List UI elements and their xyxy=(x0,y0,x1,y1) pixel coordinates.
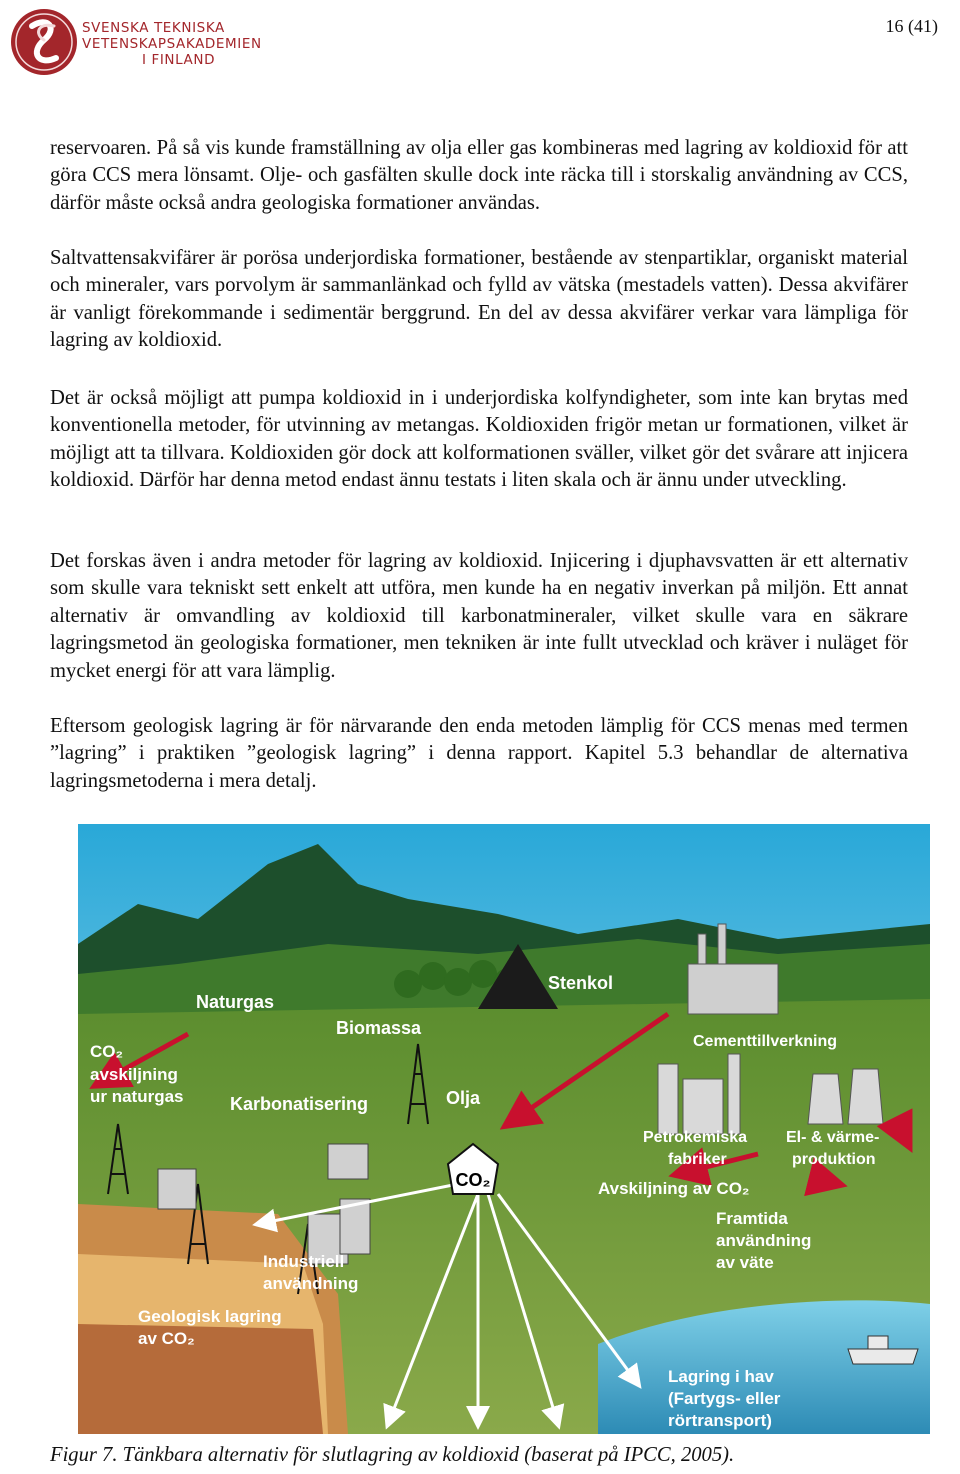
ccs-storage-diagram xyxy=(78,824,930,1434)
label-petro-2: fabriker xyxy=(668,1151,727,1168)
label-avskiljning: Avskiljning av CO₂ xyxy=(598,1179,750,1198)
label-hav-3: rörtransport) xyxy=(668,1411,772,1430)
label-biomassa: Biomassa xyxy=(336,1018,422,1038)
label-framtida-1: Framtida xyxy=(716,1209,788,1228)
org-line-3: I FINLAND xyxy=(142,52,216,68)
label-geologisk-1: Geologisk lagring xyxy=(138,1307,282,1326)
label-industriell-2: användning xyxy=(263,1274,359,1293)
paragraph-4: Det forskas även i andra metoder för lagring av koldioxid. Injicering i djuphavsvatten är ett alternativ som skulle vara tekniskt sett enkelt att utföra, men kunde ha en negativ inverkan på miljön. Ett annat alternativ är omvandling av koldioxid till karbonatmineraler, vilket skulle vara en säkrare lagringsmetod än geologiska formationer, men tekniken är inte fullt utvecklad och kräver i nuläget för mycket energi för att vara lämplig. xyxy=(50,550,908,682)
paragraph-5: Eftersom geologisk lagring är för närvarande den enda metoden lämplig för CCS menas med termen ”lagring” i praktiken ”geologisk lagring” i denna rapport. Kapitel 5.3 behandlar de alternativa lagringsmetoderna i mera detalj. xyxy=(50,715,908,792)
paragraph-2: Saltvattensakvifärer är porösa underjordiska formationer, bestående av stenpartiklar, organiskt material och mineraler, vars porvolym är sammanlänkad och fylld av vätska (mestadels vatten). Dessa akvifärer är vanligt förekommande i sedimentär berggrund. En del av dessa akvifärer verkar vara lämpliga för lagring av koldioxid. xyxy=(50,247,908,352)
org-name xyxy=(82,20,262,68)
label-framtida-2: användning xyxy=(716,1231,812,1250)
paragraph-3: Det är också möjligt att pumpa koldioxid in i underjordiska kolfyndigheter, som inte kan brytas med konventionella metoder, för utvinning av metangas. Koldioxiden frigör metan ur formationen, vilket är möjligt att ta tillvara. Koldioxiden gör dock att kolformationen sväller, vilket gör det svårare att injicera koldioxid. Därför har denna metod endast ännu testats i liten skala och är ännu under utveckling. xyxy=(50,387,908,492)
label-co2-sep-3: ur naturgas xyxy=(90,1087,184,1106)
label-el-1: El- & värme- xyxy=(786,1129,880,1146)
label-naturgas: Naturgas xyxy=(196,992,275,1012)
label-hav-1: Lagring i hav xyxy=(668,1367,774,1386)
label-cement: Cementtillverkning xyxy=(693,1033,838,1050)
label-stenkol: Stenkol xyxy=(548,973,614,993)
label-industriell-1: Industriell xyxy=(263,1252,345,1271)
figure-caption: Figur 7. Tänkbara alternativ för slutlagring av koldioxid (baserat på IPCC, 2005). xyxy=(50,1444,735,1466)
label-el-2: produktion xyxy=(792,1151,876,1168)
org-line-1: SVENSKA TEKNISKA xyxy=(82,20,225,36)
paragraph-1: reservoaren. På så vis kunde framställning av olja eller gas kombineras med lagring av koldioxid för att göra CCS mera lönsamt. Olje- och gasfälten skulle dock inte räcka till i storskalig användning av CCS, därför måste också andra geologiska formationer användas. xyxy=(50,137,908,214)
label-petro-1: Petrokemiska xyxy=(643,1129,748,1146)
label-co2-sep-2: avskiljning xyxy=(90,1065,178,1084)
label-geologisk-2: av CO₂ xyxy=(138,1329,195,1348)
label-karbonatisering: Karbonatisering xyxy=(230,1094,369,1114)
label-framtida-3: av väte xyxy=(716,1253,774,1272)
label-co2-sep-1: CO₂ xyxy=(90,1042,124,1061)
label-olja: Olja xyxy=(446,1088,481,1108)
page-number: 16 (41) xyxy=(885,16,938,36)
org-line-2: VETENSKAPSAKADEMIEN xyxy=(82,36,262,52)
label-co2-center: CO₂ xyxy=(455,1170,491,1190)
label-hav-2: (Fartygs- eller xyxy=(668,1389,781,1408)
